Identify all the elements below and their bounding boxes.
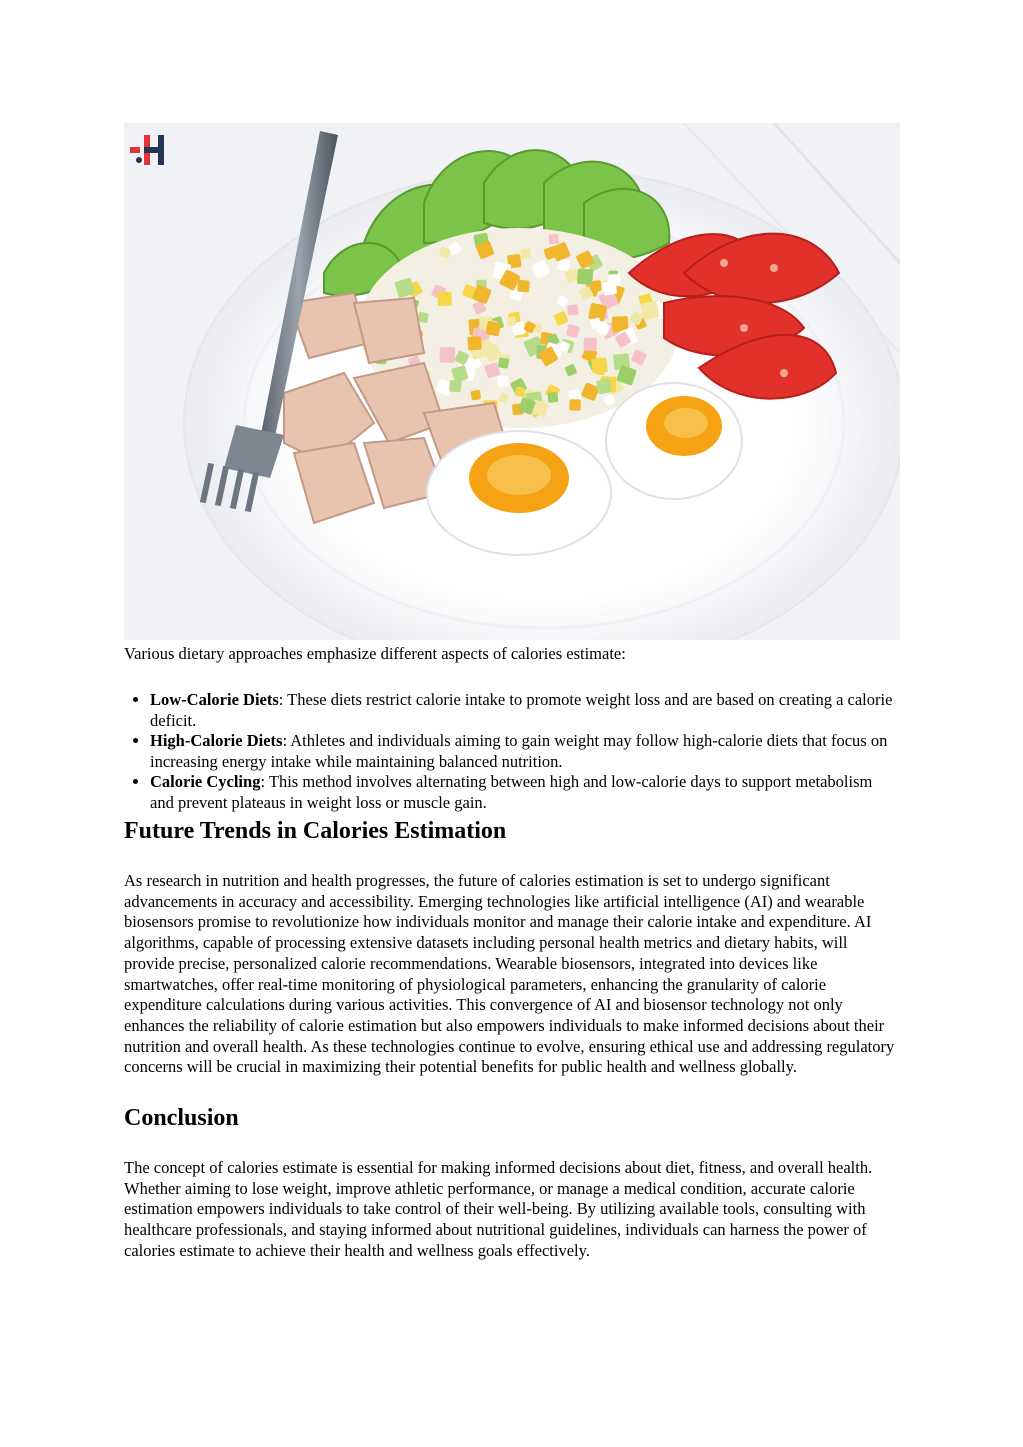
list-item	[150, 772, 900, 813]
diet-description: : These diets restrict calorie intake to promote weight loss and are based on creating a calorie deficit.	[150, 690, 893, 730]
salad-plate-image	[124, 123, 900, 640]
diet-term: High-Calorie Diets	[150, 731, 283, 750]
diet-list	[124, 690, 900, 813]
intro-paragraph: Various dietary approaches emphasize different aspects of calories estimate:	[124, 644, 626, 663]
diet-description: : This method involves alternating between high and low-calorie days to support metabolism and prevent plateaus in weight loss or muscle gain.	[150, 772, 873, 812]
diet-term: Calorie Cycling	[150, 772, 261, 791]
article-body	[124, 644, 900, 1262]
list-item	[150, 690, 900, 731]
future-trends-paragraph: As research in nutrition and health progresses, the future of calories estimation is set to undergo significant advancements in accuracy and accessibility. Emerging technologies like artificial intelligence (AI) and wearable biosensors promise to revolutionize how individuals monitor and manage their calorie intake and expenditure. AI algorithms, capable of processing extensive datasets including personal health metrics and dietary habits, will provide precise, personalized calorie recommendations. Wearable biosensors, integrated into devices like smartwatches, offer real-time monitoring of physiological parameters, enhancing the granularity of calorie expenditure calculations during various activities. This convergence of AI and biosensor technology not only enhances the reliability of calorie estimation but also empowers individuals to make informed decisions about their nutrition and overall health. As these technologies continue to evolve, ensuring ethical use and addressing regulatory concerns will be crucial in maximizing their potential benefits for public health and wellness globally.	[124, 871, 895, 1077]
future-trends-heading: Future Trends in Calories Estimation	[124, 818, 507, 844]
conclusion-heading: Conclusion	[124, 1105, 239, 1132]
diet-description: : Athletes and individuals aiming to gain weight may follow high-calorie diets that focus on increasing energy intake while maintaining balanced nutrition.	[150, 731, 888, 771]
list-item	[150, 731, 900, 772]
diet-term: Low-Calorie Diets	[150, 690, 279, 709]
conclusion-paragraph: The concept of calories estimate is essential for making informed decisions about diet, fitness, and overall health. Whether aiming to lose weight, improve athletic performance, or manage a medical condition, accurate calorie estimation empowers individuals to take control of their well-being. By utilizing available tools, consulting with healthcare professionals, and staying informed about nutritional guidelines, individuals can harness the power of calories estimate to achieve their health and wellness goals effectively.	[124, 1158, 873, 1260]
